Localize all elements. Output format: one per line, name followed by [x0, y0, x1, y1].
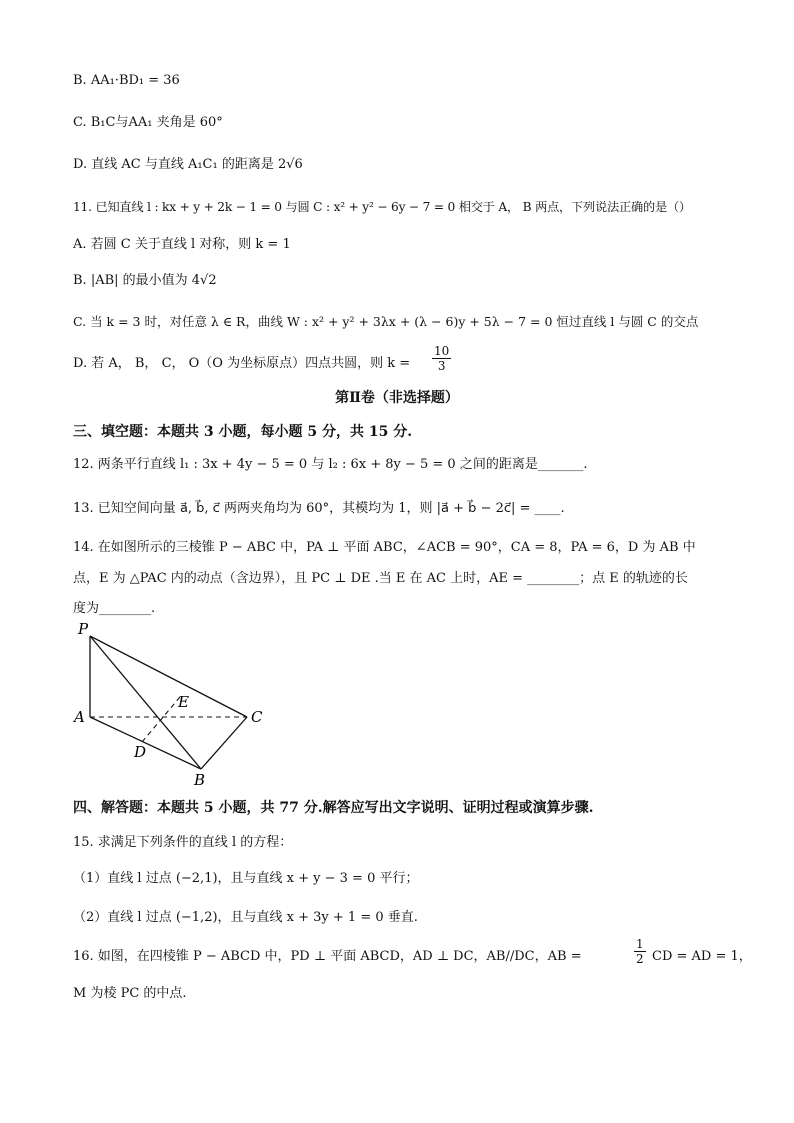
- q14-line-3: 度为________.: [73, 601, 156, 616]
- q11-option-c: C. 当 k = 3 时，对任意 λ ∈ R，曲线 W : x² + y² + 3λx + (λ − 6)y + 5λ − 7 = 0 恒过直线 l 与圆 C 的交点: [73, 314, 699, 329]
- q16-fraction: [634, 937, 646, 966]
- q16-line-1-tail: CD = AD = 1，: [652, 949, 752, 964]
- q14-line-2: 点，E 为 △PAC 内的动点（含边界），且 PC ⊥ DE .当 E 在 AC 上时，AE = ________；点 E 的轨迹的长: [73, 571, 688, 586]
- q11-stem: 11. 已知直线 l : kx + y + 2k − 1 = 0 与圆 C : x² + y² − 6y − 7 = 0 相交于 A， B 两点，下列说法正确的是（）: [73, 200, 691, 214]
- q11-option-d: D. 若 A， B， C， O（O 为坐标原点）四点共圆，则 k =: [73, 356, 411, 371]
- segment-de-hidden: [142, 697, 180, 742]
- q11-option-a: A. 若圆 C 关于直线 l 对称，则 k = 1: [73, 237, 291, 252]
- label-p: P: [78, 620, 89, 638]
- q16-line-2: M 为棱 PC 的中点.: [73, 986, 187, 1001]
- label-a: A: [74, 708, 85, 726]
- label-b: B: [194, 771, 206, 789]
- q11-option-b: B. |AB| 的最小值为 4√2: [73, 273, 217, 288]
- q16-fraction-numerator: 1: [636, 937, 644, 951]
- q11d-fraction: [432, 344, 451, 373]
- edge-pc: [90, 636, 247, 717]
- q16-fraction-denominator: 2: [636, 952, 644, 966]
- q11d-fraction-denominator: 3: [437, 359, 446, 373]
- q15-part-1: （1）直线 l 过点 (−2,1)，且与直线 x + y − 3 = 0 平行；: [73, 871, 419, 886]
- q10-option-c: C. B₁C与AA₁ 夹角是 60°: [73, 115, 223, 130]
- q11d-fraction-numerator: 10: [434, 344, 450, 358]
- q12-stem: 12. 两条平行直线 l₁ : 3x + 4y − 5 = 0 与 l₂ : 6x + 8y − 5 = 0 之间的距离是_______.: [73, 457, 588, 472]
- q15-stem: 15. 求满足下列条件的直线 l 的方程：: [73, 835, 293, 850]
- pyramid-figure: [70, 620, 280, 790]
- q10-option-b: B. AA₁·BD₁ = 36: [73, 73, 180, 88]
- label-c: C: [251, 708, 263, 726]
- q14-line-1: 14. 在如图所示的三棱锥 P − ABC 中，PA ⊥ 平面 ABC，∠ACB = 90°，CA = 8，PA = 6，D 为 AB 中: [73, 540, 696, 555]
- section-4-heading: 四、解答题：本题共 5 小题，共 77 分.解答应写出文字说明、证明过程或演算步骤.: [73, 800, 594, 816]
- q16-line-1: 16. 如图，在四棱锥 P − ABCD 中，PD ⊥ 平面 ABCD，AD ⊥ DC，AB//DC，AB =: [73, 949, 582, 964]
- q10-option-d: D. 直线 AC 与直线 A₁C₁ 的距离是 2√6: [73, 157, 303, 172]
- section-3-heading: 三、填空题：本题共 3 小题，每小题 5 分，共 15 分.: [73, 424, 413, 440]
- part-2-title: 第Ⅱ卷（非选择题）: [335, 390, 459, 406]
- edge-bc: [201, 717, 247, 769]
- q13-stem: 13. 已知空间向量 a⃗, b⃗, c⃗ 两两夹角均为 60°，其模均为 1，则 |a⃗ + b⃗ − 2c⃗| = ____.: [73, 501, 565, 516]
- label-e: E: [178, 693, 189, 711]
- q15-part-2: （2）直线 l 过点 (−1,2)，且与直线 x + 3y + 1 = 0 垂直.: [73, 910, 418, 925]
- label-d: D: [134, 743, 147, 761]
